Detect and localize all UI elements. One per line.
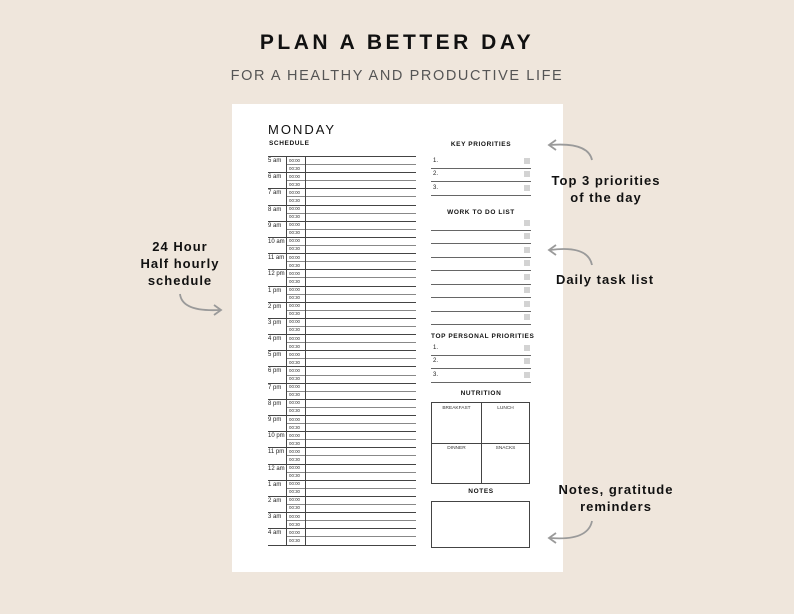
page-title: PLAN A BETTER DAY	[259, 31, 535, 54]
personal-priorities-title: TOP PERSONAL PRIORITIES	[431, 333, 535, 340]
nutrition-grid	[431, 402, 530, 484]
annotation-priorities-line-1: Top 3 priorities	[551, 173, 661, 188]
checkbox-icon[interactable]	[524, 314, 530, 320]
schedule-hour-label: 12 am	[268, 465, 285, 472]
checkbox-icon[interactable]	[524, 274, 530, 280]
schedule-hour-label: 2 am	[268, 497, 282, 504]
schedule-minute-00: 00:00	[289, 416, 300, 422]
schedule-hour-label: 11 am	[268, 255, 285, 262]
schedule-minute-30: 00:30	[289, 456, 300, 462]
work-task-row[interactable]	[431, 217, 531, 231]
schedule-minute-00: 00:00	[289, 287, 300, 292]
personal-priorities-list	[431, 342, 531, 383]
schedule-label: SCHEDULE	[269, 140, 310, 147]
schedule-row[interactable]	[268, 480, 416, 496]
schedule-minute-00: 00:00	[289, 335, 300, 341]
annotation-schedule-line-3: schedule	[147, 273, 213, 288]
schedule-row[interactable]	[268, 334, 416, 350]
schedule-minute-30: 00:30	[289, 165, 300, 171]
personal-priority-row[interactable]	[431, 356, 531, 370]
schedule-minute-30: 00:30	[289, 489, 300, 495]
schedule-minute-30: 00:30	[289, 424, 300, 430]
schedule-minute-00: 00:00	[289, 254, 300, 260]
key-priority-row[interactable]	[431, 182, 531, 196]
schedule-minute-00: 00:00	[289, 222, 300, 228]
checkbox-icon[interactable]	[524, 158, 530, 164]
checkbox-icon[interactable]	[524, 287, 530, 293]
key-priority-row[interactable]	[431, 169, 531, 183]
notes-title: NOTES	[468, 488, 494, 495]
work-list	[431, 217, 531, 325]
schedule-row[interactable]	[268, 221, 416, 237]
schedule-row[interactable]	[268, 172, 416, 188]
schedule-minute-30: 00:30	[289, 343, 300, 349]
schedule-minute-30: 00:30	[289, 375, 300, 381]
schedule-minute-00: 00:00	[289, 384, 300, 390]
schedule-hour-label: 10 pm	[268, 433, 285, 440]
annotation-schedule	[128, 238, 232, 289]
checkbox-icon[interactable]	[524, 233, 530, 239]
schedule-row[interactable]	[268, 415, 416, 431]
schedule-minute-30: 00:30	[289, 537, 300, 543]
annotation-notes-line-1: Notes, gratitude	[558, 482, 674, 497]
annotation-notes	[540, 481, 692, 515]
personal-priority-number: 2.	[433, 358, 439, 364]
checkbox-icon[interactable]	[524, 358, 530, 364]
work-task-row[interactable]	[431, 244, 531, 258]
schedule-hour-label: 4 am	[268, 530, 282, 537]
work-task-row[interactable]	[431, 231, 531, 245]
schedule-minute-30: 00:30	[289, 473, 300, 479]
annotation-tasks-line-1: Daily task list	[555, 272, 655, 287]
checkbox-icon[interactable]	[524, 171, 530, 177]
schedule-hour-label: 4 pm	[268, 336, 282, 343]
schedule-minute-00: 00:00	[289, 189, 300, 195]
nutrition-dinner: DINNER	[447, 446, 466, 451]
schedule-minute-00: 00:00	[289, 448, 300, 454]
arrow-schedule-icon	[176, 292, 226, 320]
personal-priority-number: 1.	[433, 344, 439, 351]
work-task-row[interactable]	[431, 285, 531, 299]
annotation-schedule-line-2: Half hourly	[140, 256, 220, 271]
key-priority-number: 2.	[433, 171, 439, 177]
schedule-row[interactable]	[268, 205, 416, 221]
nutrition-title: NUTRITION	[460, 390, 502, 397]
schedule-minute-30: 00:30	[289, 262, 300, 268]
schedule-minute-30: 00:30	[289, 392, 300, 398]
schedule-row[interactable]	[268, 431, 416, 447]
day-heading: MONDAY	[268, 122, 337, 137]
schedule-minute-30: 00:30	[289, 214, 300, 220]
nutrition-lunch: LUNCH	[497, 406, 514, 411]
schedule-minute-30: 00:30	[289, 311, 300, 317]
schedule-row[interactable]	[268, 383, 416, 399]
schedule-row[interactable]	[268, 269, 416, 285]
schedule-minute-30: 00:30	[289, 295, 300, 300]
personal-priority-row[interactable]	[431, 369, 531, 383]
schedule-minute-00: 00:00	[289, 481, 300, 487]
key-priorities-title: KEY PRIORITIES	[450, 141, 512, 148]
schedule-minute-00: 00:00	[289, 432, 300, 438]
schedule-row[interactable]	[268, 464, 416, 480]
schedule-minute-00: 00:00	[289, 157, 300, 163]
notes-box	[431, 501, 530, 548]
work-task-row[interactable]	[431, 271, 531, 285]
schedule-minute-30: 00:30	[289, 246, 300, 252]
nutrition-snacks: SNACKS	[495, 446, 516, 451]
schedule-hour-label: 7 pm	[268, 384, 282, 391]
schedule-minute-30: 00:30	[289, 230, 300, 236]
schedule-minute-00: 00:00	[289, 513, 300, 519]
schedule-row[interactable]	[268, 528, 416, 544]
arrow-notes-icon	[546, 519, 596, 545]
checkbox-icon[interactable]	[524, 345, 530, 351]
schedule-minute-00: 00:00	[289, 367, 300, 373]
schedule-minute-30: 00:30	[289, 440, 300, 446]
schedule-minute-30: 00:30	[289, 278, 300, 284]
schedule-hour-label: 5 am	[268, 158, 282, 164]
schedule-row[interactable]	[268, 156, 416, 172]
schedule-minute-00: 00:00	[289, 173, 300, 179]
annotation-schedule-line-1: 24 Hour	[152, 239, 208, 254]
schedule-minute-00: 00:00	[289, 400, 300, 406]
checkbox-icon[interactable]	[524, 247, 530, 253]
personal-priority-number: 3.	[433, 371, 439, 378]
annotation-notes-line-2: reminders	[580, 499, 652, 514]
schedule-minute-00: 00:00	[289, 351, 300, 357]
schedule-minute-00: 00:00	[289, 206, 300, 212]
schedule-minute-00: 00:00	[289, 319, 300, 325]
schedule-row[interactable]	[268, 399, 416, 415]
schedule-hour-label: 7 am	[268, 190, 282, 197]
key-priorities-list	[431, 155, 531, 196]
schedule-end-line	[268, 545, 416, 546]
work-task-row[interactable]	[431, 298, 531, 312]
work-task-row[interactable]	[431, 258, 531, 272]
arrow-priorities-icon	[546, 138, 596, 162]
schedule-row[interactable]	[268, 302, 416, 318]
schedule-minute-00: 00:00	[289, 270, 300, 276]
schedule-hour-label: 5 pm	[268, 352, 282, 359]
key-priority-number: 3.	[433, 184, 439, 191]
schedule-hour-label: 3 pm	[268, 319, 282, 326]
schedule-minute-00: 00:00	[289, 303, 300, 309]
nutrition-divider-horizontal	[432, 443, 529, 444]
schedule-hour-label: 8 am	[268, 206, 282, 213]
schedule-hour-label: 9 am	[268, 222, 282, 229]
checkbox-icon[interactable]	[524, 185, 530, 191]
schedule-hour-label: 6 pm	[268, 368, 282, 375]
nutrition-breakfast: BREAKFAST	[442, 406, 471, 411]
schedule-minute-00: 00:00	[289, 238, 300, 244]
key-priority-row[interactable]	[431, 155, 531, 169]
schedule-row[interactable]	[268, 286, 416, 302]
annotation-priorities	[536, 172, 676, 206]
schedule-hour-label: 8 pm	[268, 400, 282, 407]
schedule-minute-30: 00:30	[289, 181, 300, 187]
schedule-hour-label: 11 pm	[268, 449, 285, 456]
page-subtitle: FOR A HEALTHY AND PRODUCTIVE LIFE	[230, 68, 564, 84]
schedule-hour-label: 9 pm	[268, 417, 282, 423]
schedule-row[interactable]	[268, 350, 416, 366]
schedule-hour-label: 10 am	[268, 238, 285, 245]
schedule-row[interactable]	[268, 496, 416, 512]
schedule-minute-00: 00:00	[289, 465, 300, 471]
schedule-minute-30: 00:30	[289, 521, 300, 527]
schedule-hour-label: 1 pm	[268, 287, 282, 294]
schedule-row[interactable]	[268, 447, 416, 463]
work-list-title: WORK TO DO LIST	[447, 209, 515, 216]
schedule-minute-30: 00:30	[289, 359, 300, 365]
checkbox-icon[interactable]	[524, 260, 530, 266]
schedule-hour-label: 12 pm	[268, 271, 285, 278]
annotation-tasks	[540, 271, 670, 288]
schedule-row[interactable]	[268, 253, 416, 269]
schedule-hour-label: 2 pm	[268, 303, 282, 310]
schedule-minute-00: 00:00	[289, 497, 300, 503]
schedule-row[interactable]	[268, 366, 416, 382]
schedule-hour-label: 1 am	[268, 481, 282, 488]
checkbox-icon[interactable]	[524, 372, 530, 378]
schedule-row[interactable]	[268, 188, 416, 204]
personal-priority-row[interactable]	[431, 342, 531, 356]
schedule-hour-label: 3 am	[268, 514, 282, 521]
arrow-tasks-icon	[546, 241, 596, 267]
schedule-minute-00: 00:00	[289, 529, 300, 535]
schedule-minute-30: 00:30	[289, 408, 300, 414]
work-task-row[interactable]	[431, 312, 531, 326]
schedule-minute-30: 00:30	[289, 197, 300, 203]
checkbox-icon[interactable]	[524, 301, 530, 307]
schedule-hour-label: 6 am	[268, 174, 282, 181]
schedule-minute-30: 00:30	[289, 505, 300, 511]
schedule-minute-30: 00:30	[289, 327, 300, 333]
schedule-row[interactable]	[268, 237, 416, 253]
planner-sheet	[232, 104, 563, 572]
schedule-grid	[268, 156, 416, 546]
checkbox-icon[interactable]	[524, 220, 530, 226]
schedule-row[interactable]	[268, 318, 416, 334]
annotation-priorities-line-2: of the day	[570, 190, 642, 205]
key-priority-number: 1.	[433, 157, 439, 164]
schedule-row[interactable]	[268, 512, 416, 528]
